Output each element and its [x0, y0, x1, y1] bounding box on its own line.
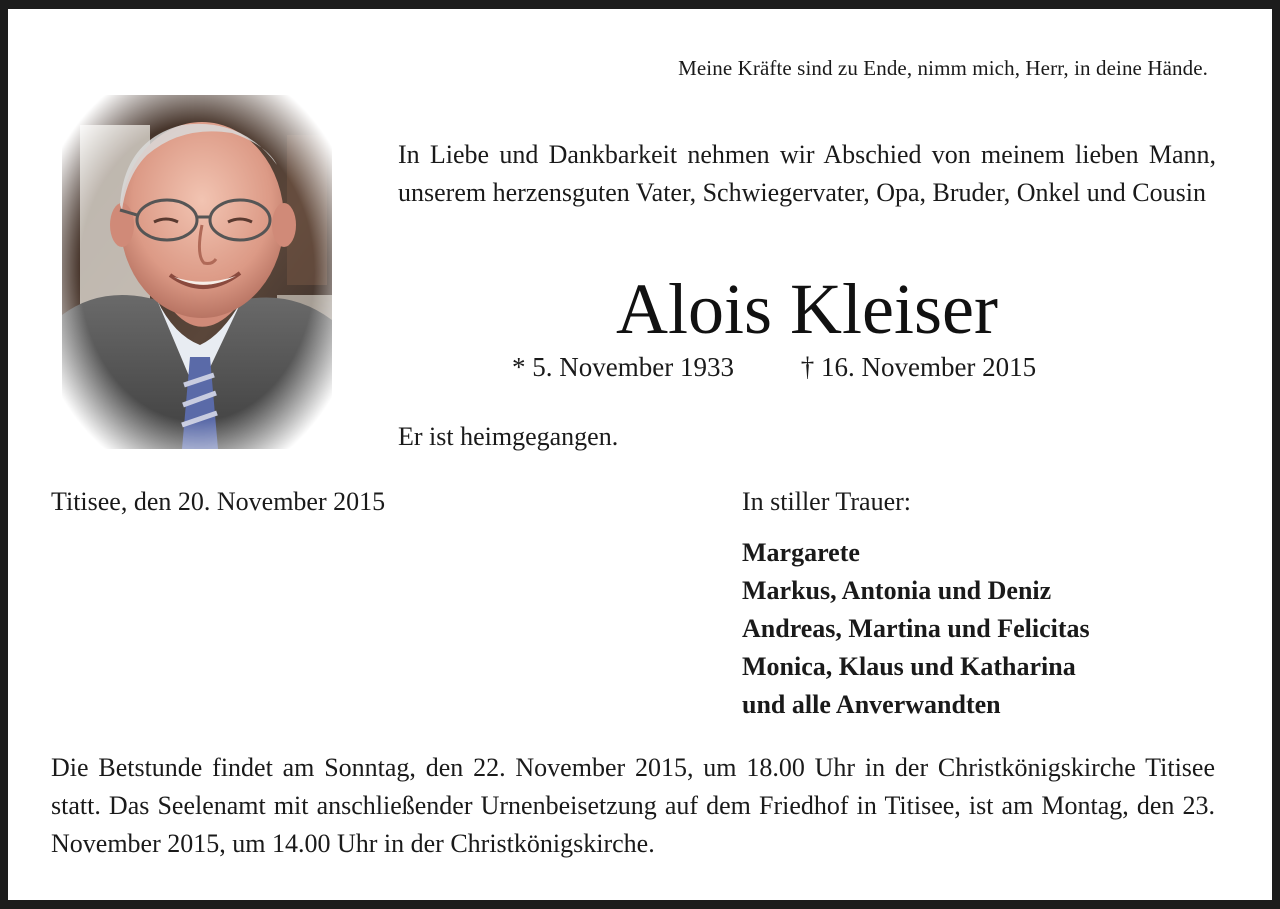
- mourner-line: Monica, Klaus und Katharina: [742, 652, 1076, 681]
- mourner-line: Margarete: [742, 538, 860, 567]
- birth-date: * 5. November 1933: [512, 352, 734, 382]
- service-information: Die Betstunde findet am Sonntag, den 22. November 2015, um 18.00 Uhr in der Christkönigskirche Titisee statt. Das Seelenamt mit anschließender Urnenbeisetzung auf dem Friedhof in Titisee, ist am Montag, den 23. November 2015, um 14.00 Uhr in der Christkönigskirche.: [51, 753, 1215, 858]
- mourner-line: Andreas, Martina und Felicitas: [742, 614, 1090, 643]
- intro-text: In Liebe und Dankbarkeit nehmen wir Abschied von meinem lieben Mann, unserem herzensguten Vater, Schwiegervater, Opa, Bruder, Onkel und Cousin: [398, 140, 1216, 207]
- closing-line: Er ist heimgegangen.: [398, 422, 619, 451]
- life-dates: [512, 349, 1036, 385]
- mourning-heading: In stiller Trauer:: [742, 487, 911, 516]
- mourner-line: und alle Anverwandten: [742, 690, 1001, 719]
- deceased-name: Alois Kleiser: [616, 269, 998, 349]
- motto-verse: Meine Kräfte sind zu Ende, nimm mich, Herr, in deine Hände.: [678, 56, 1208, 80]
- mourners-list: [742, 534, 1090, 724]
- death-date: † 16. November 2015: [800, 352, 1037, 382]
- portrait-photo: [62, 95, 332, 449]
- mourner-line: Markus, Antonia und Deniz: [742, 576, 1052, 605]
- place-and-date: Titisee, den 20. November 2015: [51, 487, 386, 516]
